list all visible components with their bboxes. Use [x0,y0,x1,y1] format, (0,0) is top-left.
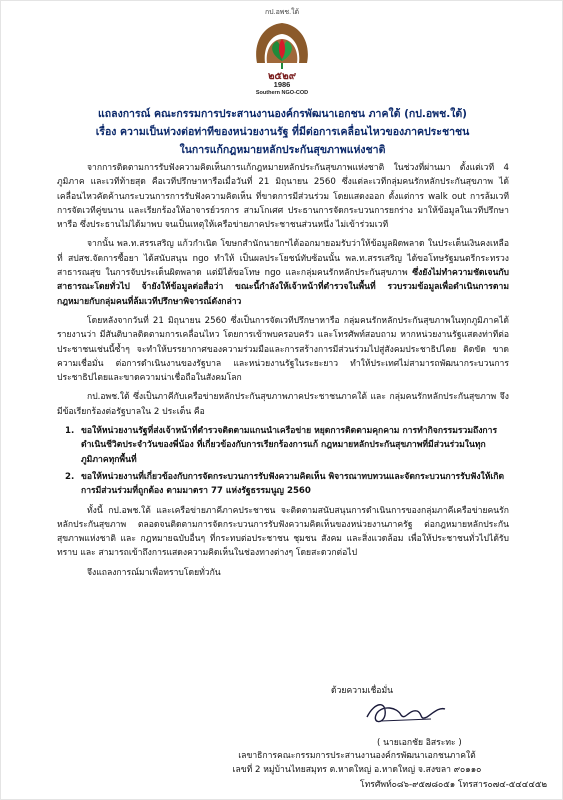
logo-top-text: กป.อพช.ใต้ [264,9,300,16]
title-line-1: แถลงการณ์ คณะกรรมการประสานงานองค์กรพัฒนาเอกชน ภาคใต้ (กป.อพช.ใต้) [98,108,467,120]
paragraph-4: กป.อพช.ใต้ ซึ่งเป็นภาคีกับเครือข่ายหลักประกันสุขภาพภาคประชาชนภาคใต้ และ กลุ่มคนรักหลักประกันสุขภาพ จึงมีข้อเรียกร้องต่อรัฐบาลใน 2 ประเด็น คือ [57,392,509,417]
paragraph-1: จากการติดตามการรับฟังความคิดเห็นการแก้กฎหมายหลักประกันสุขภาพแห่งชาติ ในช่วงที่ผ่านมา ตั้งแต่เวที 4 ภูมิภาค และเวทีท้ายสุด คือเวทีปรึกษาหารือเมื่อวันที่ 21 มิถุนายน 2560 ซึ่งแต่ละเวทีกลุ่มคนรักหลักประกันสุขภาพ ได้เคลื่อนไหวคัดค้านกระบวนการการรับฟังความคิดเห็น ที่ขาดการมีส่วนร่วม โดยแสดงออก ตั้งแต่การ walk out การล้มเวที การจัดเวทีคู่ขนาน และเรียกร้องให้อาจารย์วรการ สามโกเศศ ประธานการจัดกระบวนการยกร่าง มาให้ข้อมูลในเวทีปรึกษาหารือ ซึ่งประธานไม่ได้มาพบ จนเป็นเหตุให้เครือข่ายภาคประชาชนส่วนหนึ่ง ไม่เข้าร่วมเวที [57,163,509,231]
statement-title [31,105,534,159]
paragraph-3: โดยหลังจากวันที่ 21 มิถุนายน 2560 ซึ่งเป็นการจัดเวทีปรึกษาหารือ กลุ่มคนรักหลักประกันสุขภาพในทุกภูมิภาคได้รายงานว่า มีสันติบาลติดตามการเคลื่อนไหว โดยการเข้าพบครอบครัว และโทรศัพท์สอบถาม หากหน่วยงานรัฐแสดงท่าทีต่อประชาชนเช่นนี้ซ้ำๆ จะทำให้บรรยากาศของความร่วมมือและการสร้างการมีส่วนร่วมไปสู่สังคมประชาธิปไตย ติดขัด ขาดความเชื่อมั่น ต่อการดำเนินงานของรัฐบาล และหน่วยงานรัฐในระยะยาว ทำให้ประเทศไม่สามารถพัฒนากระบวนการประชาธิปไตยและขาดความน่าเชื่อถือในสังคมโลก [57,315,509,384]
demand-text: ขอให้หน่วยงานที่เกี่ยวข้องกับการจัดกระบวนการรับฟังความคิดเห็น พิจารณาทบทวนและจัดกระบวนการรับฟังให้เกิดการมีส่วนร่วมที่ถูกต้อง ตามมาตรา 77 แห่งรัฐธรรมนูญ 2560 [81,471,505,497]
title-line-2: เรื่อง ความเป็นห่วงต่อท่าทีของหน่วยงานรัฐ ที่มีต่อการเคลื่อนไหวของภาคประชาชน [95,126,470,138]
demand-number: 1. [65,426,75,437]
statement-body [57,161,509,585]
paragraph-2-text: จากนั้น พล.ท.สรรเสริญ แก้วกำเนิด โฆษกสำนักนายกฯได้ออกมายอมรับว่าให้ข้อมูลผิดพลาด ในประเด็นเงินคงเหลือที่ สปสช.จัดการซื้อยา ได้สนับสนุน ngo ทำให้ เป็นผลประโยชน์ทับซ้อนนั้น พล.ท.สรรเสริญ ได้ขอโทษรัฐมนตรีกระทรวงสาธารณสุข ในการจับประเด็นผิดพลาด แต่มิได้ขอโทษ ngo และกลุ่มคนรักหลักประกันสุขภาพ [57,239,509,279]
signatory-name: ( นายเอกชัย อิสระทะ ) [377,738,462,748]
organization-logo [249,7,315,99]
title-line-3: ในการแก้กฎหมายหลักประกันสุขภาพแห่งชาติ [179,144,386,156]
demand-item [57,470,509,499]
logo-org-name: Southern NGO-COD [255,90,309,96]
demand-number: 2. [65,471,75,482]
logo-thai-year: ๒๕๒๙ [267,71,297,82]
demand-item [57,424,509,467]
signatory-address: เลขที่ 2 หมู่บ้านไทยสมุทร ต.หาดใหญ่ อ.หาดใหญ่ จ.สงขลา ๙๐๑๑๐ [232,765,482,776]
paragraph-5: ทั้งนี้ กป.อพช.ใต้ และเครือข่ายภาคีภาคประชาชน จะติดตามสนับสนุนการดำเนินการของกลุ่มภาคีเครือข่ายคนรักหลักประกันสุขภาพ ตลอดจนติดตามการจัดกระบวนการรับฟังความคิดเห็นของหน่วยงานภาครัฐ ต่อกฎหมายหลักประกันสุขภาพแห่งชาติ และ กฎหมายฉบับอื่นๆ ที่กระทบต่อประชาชน ชุมชน สังคม และสิ่งแวดล้อม เพื่อให้ประชาชนทั่วไปได้รับทราบ และ สามารถเข้าถึงการแสดงความคิดเห็นในช่องทางต่างๆ โดยสะดวกต่อไป [57,505,509,559]
handwritten-signature [361,695,451,729]
paragraph-2-emphasis: ซึ่งยังไม่ทำความชัดเจนกับสาธารณะโดยทั่วไป จ้ายังให้ข้อมูลต่อสื่อว่า ขณะนี้กำลังให้เจ้าหน้าที่ตำรวจในพื้นที่ รวบรวมข้อมูลเพื่อดำเนินการตามกฎหมายกับกลุ่มคนที่ล้มเวทีปรึกษาพิจารณ์ดังกล่าว [57,268,509,307]
paragraph-2 [57,237,509,308]
signatory-phone: โทรศัพท์๐๘๖-๙๕๗๘๐๕๑ โทรสาร๐๗๔-๕๔๔๔๕๒ [359,779,547,790]
logo-year: 1986 [273,80,291,89]
closing-phrase: ด้วยความเชื่อมั่น [331,686,393,696]
signatory-position: เลขาธิการคณะกรรมการประสานงานองค์กรพัฒนาเอกชนภาคใต้ [238,751,476,761]
demand-text: ขอให้หน่วยงานรัฐที่ส่งเจ้าหน้าที่ตำรวจติดตามแกนนำเครือข่าย หยุดการติดตามคุกคาม การทำกิจกรรมรวมถึงการดำเนินชีวิตประจำวันของพี่น้อง ที่เกี่ยวข้องกับการเรียกร้องการแก้ กฎหมายหลักประกันสุขภาพที่มีส่วนร่วมในทุกภูมิภาคทุกพื้นที่ [81,426,498,465]
paragraph-6: จึงแถลงการณ์มาเพื่อทราบโดยทั่วกัน [87,567,221,578]
signatory-details [161,749,553,792]
logo-emblem-icon [249,15,315,77]
demands-list [57,424,509,498]
